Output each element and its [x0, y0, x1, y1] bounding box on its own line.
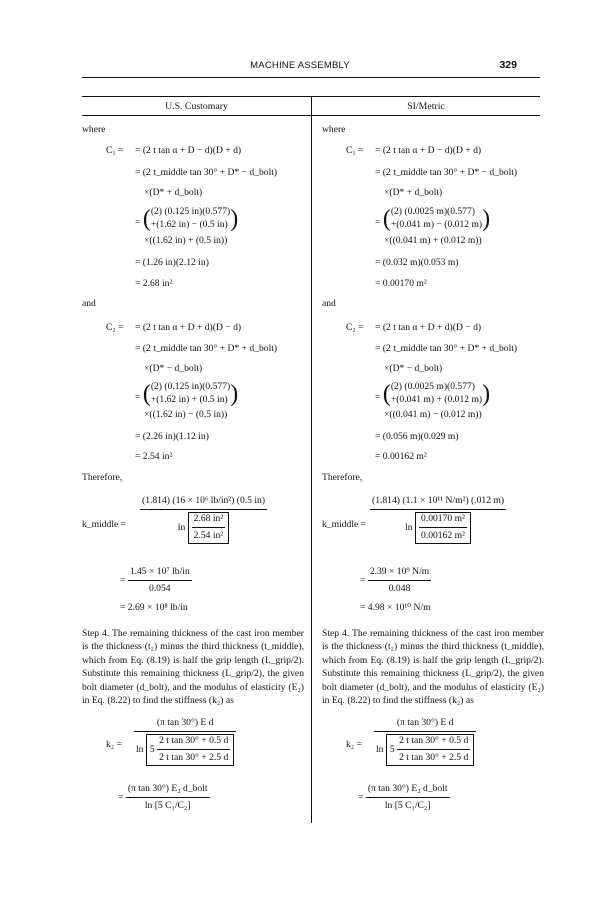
c1-line6: = (0.032 m)(0.053 m)	[375, 257, 459, 268]
c2-lhs: C₂ =	[106, 322, 124, 333]
k-middle-lhs: k_middle =	[322, 519, 367, 530]
therefore-label: Therefore,	[322, 472, 363, 483]
c1-line2: = (2 t_middle tan 30° + D* − d_bolt)	[135, 167, 278, 178]
c1-line5: ×((1.62 in) + (0.5 in))	[144, 235, 228, 246]
c2-line5: ×((0.041 m) − (0.012 m))	[384, 409, 482, 420]
c2-line1: = (2 t tan α + D + d)(D − d)	[135, 322, 242, 333]
k-middle-numerator: (1.814) (1.1 × 10¹¹ N/m²) (.012 m)	[372, 495, 505, 506]
c2-line4: = ( (2) (0.0025 m)(0.577) +(0.041 m) + (0.012 m) )	[375, 380, 491, 407]
c1-line1: = (2 t tan α + D − d)(D + d)	[135, 145, 242, 156]
c2-lhs: C₂ =	[346, 322, 364, 333]
k-middle-fraction	[370, 495, 506, 544]
k-middle-lhs: k_middle =	[82, 519, 127, 530]
c1-line7: = 0.00170 m²	[375, 278, 427, 289]
c2-line2: = (2 t_middle tan 30° + D* + d_bolt)	[135, 343, 278, 354]
c2-line7: = 0.00162 m²	[375, 451, 427, 462]
k-middle-result: = 2.69 × 10⁸ lb/in	[120, 602, 188, 613]
k-middle-result-fraction: = $\frac{\text{2.39 × 10⁹ N/m}}{0.048}$	[360, 566, 430, 594]
c1-line3: ×(D* + d_bolt)	[384, 187, 443, 198]
c1-line4: = ( (2) (0.0025 m)(0.577) +(0.041 m) − (0.012 m) )	[375, 205, 491, 232]
k-middle-numerator: (1.814) (16 × 10⁶ lb/in²) (0.5 in)	[142, 495, 266, 506]
column-divider	[311, 97, 312, 823]
c2-line6: = (0.056 m)(0.029 m)	[375, 431, 459, 442]
and-label: and	[82, 298, 96, 309]
k2-result-fraction: = $\frac{\text{(π tan 30°) E₂ d\_bolt}}{\text{ln [5 C₁/C₂]}}$	[358, 783, 448, 811]
k2-fraction: (π tan 30°) E d ln 5 $\frac{\text{2 t tan 30° + 0.5 d}}{\text{2 t tan 30° + 2.5 d}}$	[134, 717, 236, 766]
c2-line6: = (2.26 in)(1.12 in)	[135, 431, 209, 442]
c1-line5: ×((0.041 m) + (0.012 m))	[384, 235, 482, 246]
c2-line2: = (2 t_middle tan 30° + D* + d_bolt)	[375, 343, 518, 354]
c1-lhs: C₁ =	[106, 145, 124, 156]
step4-paragraph: Step 4. The remaining thickness of the cast iron member is the thickness (t₂) minus the third thickness (t_middle), which from Eq. (8.19) is half the grip length (L_grip/2). Substitute this remaining thickness (L_grip/2), the given bolt diameter (d_bolt), and the modulus of elasticity (E₂) in Eq. (8.22) to find the stiffness (k₂) as	[82, 628, 304, 707]
column-heading-si: SI/Metric	[407, 101, 445, 112]
k2-result-fraction: = $\frac{\text{(π tan 30°) E₂ d\_bolt}}{\text{ln [5 C₁/C₂]}}$	[118, 783, 208, 811]
k-middle-result-fraction: = $\frac{\text{1.45 × 10⁷ lb/in}}{0.054}$	[120, 566, 190, 594]
where-label: where	[322, 124, 346, 135]
c1-line4: = ( (2) (0.125 in)(0.577) +(1.62 in) − (0.5 in) )	[135, 205, 239, 232]
c2-line3: ×(D* − d_bolt)	[144, 363, 203, 374]
c2-line7: = 2.54 in²	[135, 451, 173, 462]
c2-line3: ×(D* − d_bolt)	[384, 363, 443, 374]
k2-lhs: k₂ =	[106, 739, 122, 750]
k-middle-denominator: ln $\frac{\text{2.68 in²}}{\text{2.54 in²}}$	[140, 509, 267, 544]
therefore-label: Therefore,	[82, 472, 123, 483]
k2-lhs: k₂ =	[346, 739, 362, 750]
c1-line3: ×(D* + d_bolt)	[144, 187, 203, 198]
c1-line1: = (2 t tan α + D − d)(D + d)	[375, 145, 482, 156]
where-label: where	[82, 124, 106, 135]
step4-paragraph: Step 4. The remaining thickness of the cast iron member is the thickness (t₂) minus the third thickness (t_middle), which from Eq. (8.19) is half the grip length (L_grip/2). Substitute this remaining thickness (L_grip/2), the given bolt diameter (d_bolt), and the modulus of elasticity (E₂) in Eq. (8.22) to find the stiffness (k₂) as	[322, 628, 544, 707]
c2-line1: = (2 t tan α + D + d)(D − d)	[375, 322, 482, 333]
running-header-title: MACHINE ASSEMBLY	[250, 60, 350, 71]
k-middle-denominator: ln $\frac{\text{0.00170 m²}}{\text{0.00162 m²}}$	[370, 509, 506, 544]
column-heading-us: U.S. Customary	[165, 101, 228, 112]
k-middle-fraction	[140, 495, 267, 544]
c2-line5: ×((1.62 in) − (0.5 in))	[144, 409, 228, 420]
c1-line6: = (1.26 in)(2.12 in)	[135, 257, 209, 268]
k-middle-result: = 4.98 × 10¹⁰ N/m	[360, 602, 431, 613]
c1-line7: = 2.68 in²	[135, 278, 173, 289]
k2-fraction: (π tan 30°) E d ln 5 $\frac{\text{2 t tan 30° + 0.5 d}}{\text{2 t tan 30° + 2.5 d}}$	[374, 717, 476, 766]
header-rule	[82, 77, 540, 78]
c2-line4: = ( (2) (0.125 in)(0.577) +(1.62 in) + (0.5 in) )	[135, 380, 239, 407]
page-number: 329	[499, 59, 517, 71]
and-label: and	[322, 298, 336, 309]
c1-lhs: C₁ =	[346, 145, 364, 156]
c1-line2: = (2 t_middle tan 30° + D* − d_bolt)	[375, 167, 518, 178]
